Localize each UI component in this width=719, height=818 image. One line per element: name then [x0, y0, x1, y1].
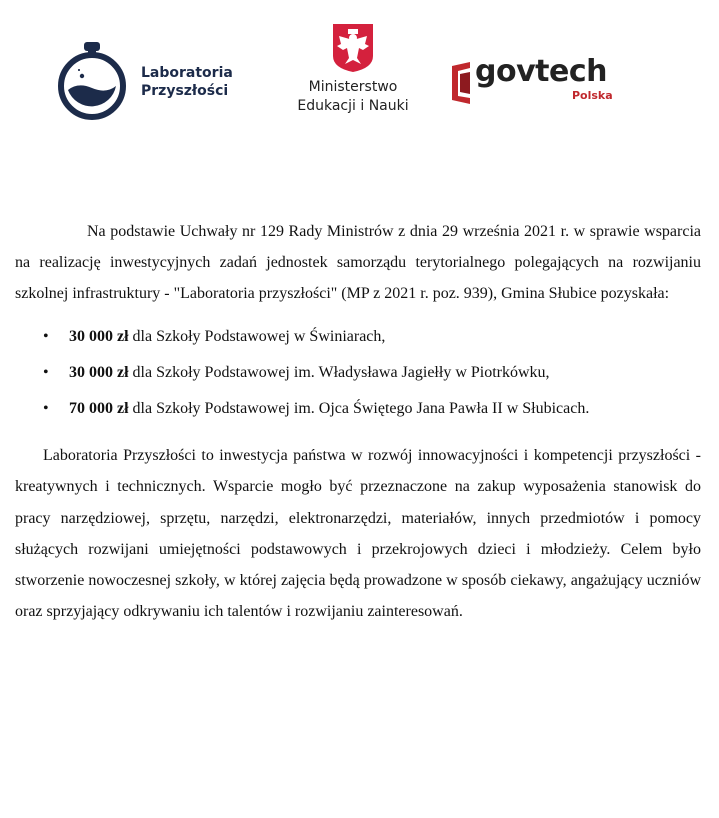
laboratoria-logo-line1: Laboratoria	[141, 65, 233, 81]
flask-circle-icon	[56, 40, 128, 124]
description-paragraph: Laboratoria Przyszłości to inwestycja państwa w rozwój innowacyjności i kompetencji przyszłości - kreatywnych i technicznych. Wsparcie mogło być przeznaczone na zakup wyposażenia stanowisk do pracy narzędziowej, sprzętu, narzędzi, elektronarzędzi, materiałów, innych przedmiotów i pomocy służących rozwijani umiejętności podstawowych i przekrojowych dzieci i młodzieży. Celem było stworzenie nowoczesnej szkoły, w której zajęcia będą prowadzone w sposób ciekawy, angażujący uczniów oraz sprzyjający odkrywaniu ich talentów i rozwijaniu zainteresowań.	[15, 447, 701, 621]
list-item	[15, 355, 701, 391]
logo-header	[0, 0, 719, 130]
document-body	[15, 216, 701, 628]
funding-recipient: dla Szkoły Podstawowej im. Władysława Jagiełły w Piotrkówku,	[128, 364, 550, 381]
govtech-mark-icon	[448, 60, 474, 106]
govtech-logo	[448, 54, 638, 110]
list-item	[15, 391, 701, 427]
bullet-icon: •	[43, 364, 49, 381]
bullet-icon: •	[43, 328, 49, 345]
intro-paragraph: Na podstawie Uchwały nr 129 Rady Ministrów z dnia 29 września 2021 r. w sprawie wsparcia na realizację inwestycyjnych zadań jednostek samorządu terytorialnego polegających na rozwijaniu szkolnej infrastruktury - "Laboratoria przyszłości" (MP z 2021 r. poz. 939), Gmina Słubice pozyskała:	[15, 223, 701, 302]
laboratoria-przyszlosci-logo	[56, 40, 256, 124]
laboratoria-logo-line2: Przyszłości	[141, 83, 229, 99]
funding-amount: 70 000 zł	[69, 400, 129, 417]
bullet-icon: •	[43, 400, 49, 417]
ministerstwo-logo-line2: Edukacji i Nauki	[297, 98, 409, 114]
funding-amount: 30 000 zł	[69, 328, 129, 345]
govtech-logo-sub: Polska	[572, 89, 613, 102]
govtech-logo-name: govtech	[475, 54, 607, 89]
list-item	[15, 319, 701, 355]
polish-eagle-icon	[331, 22, 375, 74]
funding-list	[15, 319, 701, 427]
funding-amount: 30 000 zł	[69, 364, 129, 381]
ministerstwo-logo-line1: Ministerstwo	[308, 79, 398, 95]
ministerstwo-logo	[288, 22, 418, 122]
funding-recipient: dla Szkoły Podstawowej w Świniarach,	[128, 328, 386, 345]
funding-recipient: dla Szkoły Podstawowej im. Ojca Świętego Jana Pawła II w Słubicach.	[128, 400, 590, 417]
